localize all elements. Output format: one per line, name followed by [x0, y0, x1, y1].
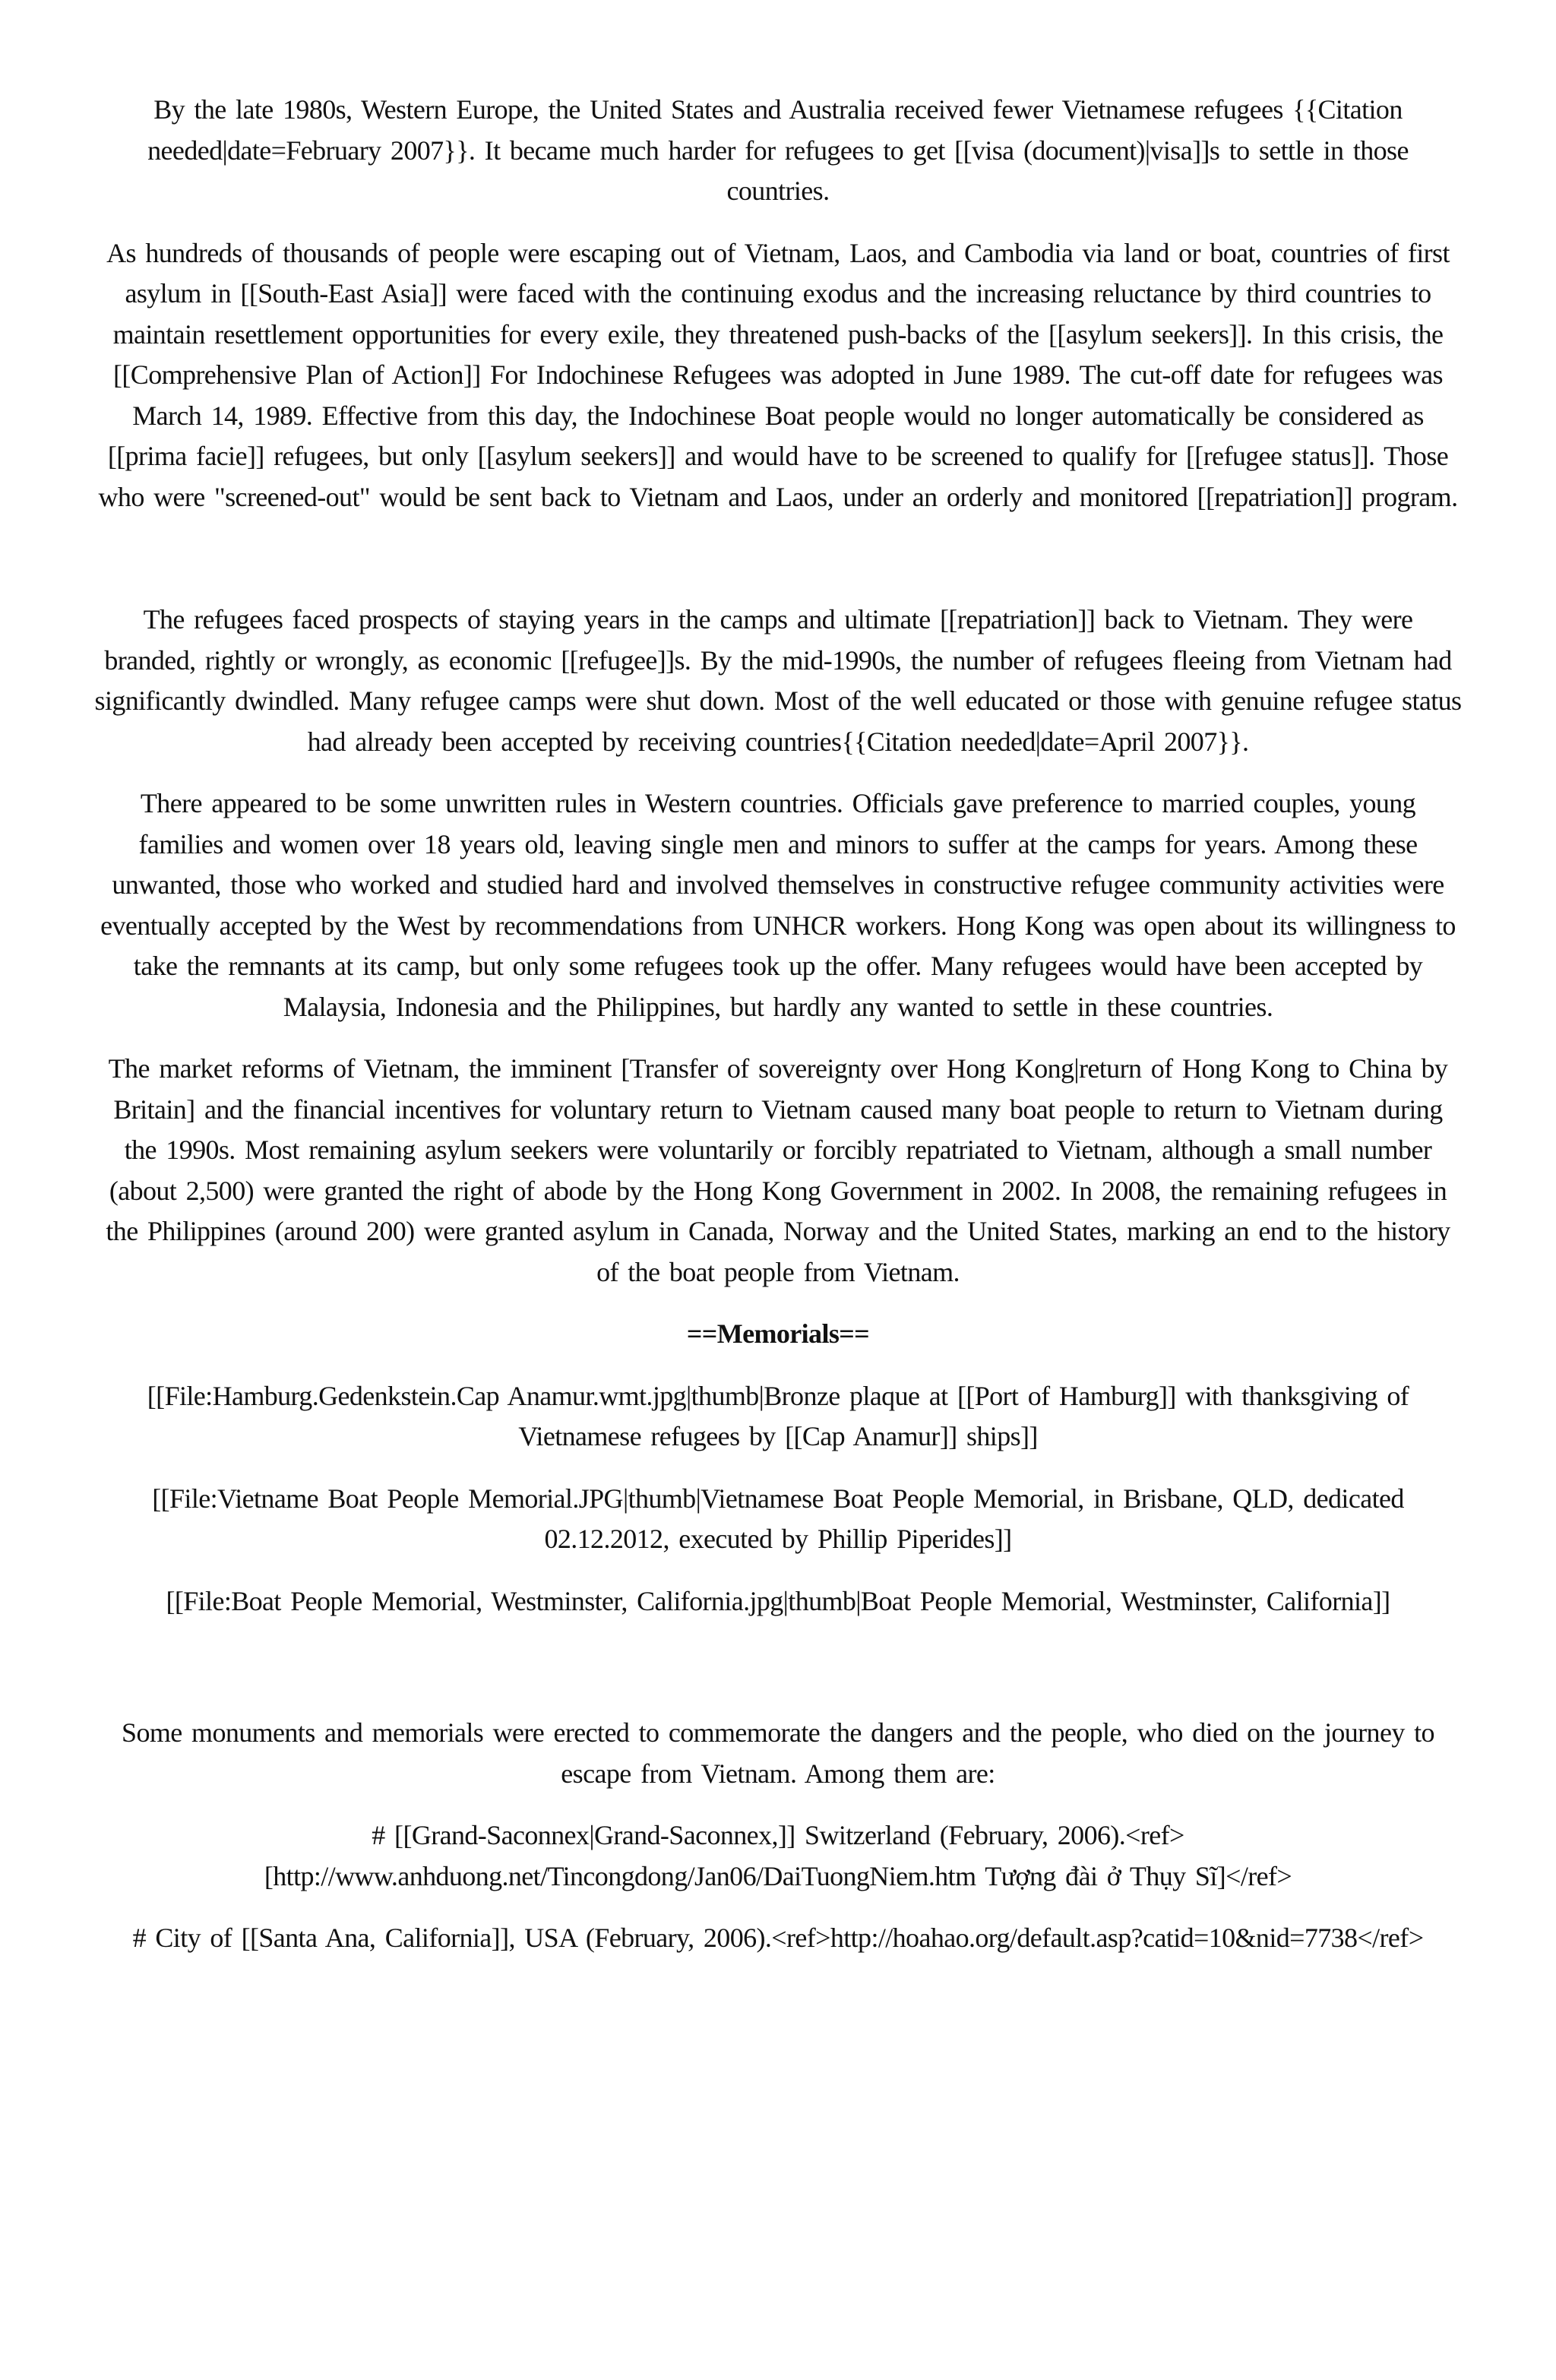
file-brisbane-memorial: [[File:Vietname Boat People Memorial.JPG|thumb|Vietnamese Boat People Memorial, in Brisbane, QLD, dedicated 02.12.2012, executed by Phillip Piperides]]	[152, 1483, 1404, 1554]
list-item-santa-ana: # City of [[Santa Ana, California]], USA (February, 2006).<ref>http://hoahao.org/default.asp?catid=10&nid=7738</ref>	[132, 1923, 1424, 1953]
file-hamburg-plaque: [[File:Hamburg.Gedenkstein.Cap Anamur.wmt.jpg|thumb|Bronze plaque at [[Port of Hamburg]] with thanksgiving of Vietnamese refugees by [[Cap Anamur]] ships]]	[147, 1380, 1409, 1451]
memorials-heading: ==Memorials==	[686, 1318, 870, 1349]
paragraph-market-reforms: The market reforms of Vietnam, the imminent [Transfer of sovereignty over Hong Kong|return of Hong Kong to China by Britain] and the financial incentives for voluntary return to Vietnam caused many boat people to return to Vietnam during the 1990s. Most remaining asylum seekers were voluntarily or forcibly repatriated to Vietnam, although a small number (about 2,500) were granted the right of abode by the Hong Kong Government in 2002. In 2008, the remaining refugees in the Philippines (around 200) were granted asylum in Canada, Norway and the United States, marking an end to the history of the boat people from Vietnam.	[106, 1053, 1450, 1287]
paragraph-late-1980s: By the late 1980s, Western Europe, the United States and Australia received fewer Vietnamese refugees {{Citation needed|date=February 2007}}. It became much harder for refugees to get [[visa (document)|visa]]s to settle in those countries.	[147, 94, 1409, 206]
paragraph-camps-repatriation: The refugees faced prospects of staying years in the camps and ultimate [[repatriation]] back to Vietnam. They were branded, rightly or wrongly, as economic [[refugee]]s. By the mid-1990s, the number of refugees fleeing from Vietnam had significantly dwindled. Many refugee camps were shut down. Most of the well educated or those with genuine refugee status had already been accepted by receiving countries{{Citation needed|date=April 2007}}.	[94, 604, 1462, 757]
paragraph-monuments-intro: Some monuments and memorials were erected to commemorate the dangers and the people, who died on the journey to escape from Vietnam. Among them are:	[122, 1717, 1434, 1789]
list-item-grand-saconnex: # [[Grand-Saconnex|Grand-Saconnex,]] Switzerland (February, 2006).<ref>[http://www.anhduong.net/Tincongdong/Jan06/DaiTuongNiem.htm Tượng đài ở Thụy Sĩ]</ref>	[264, 1820, 1292, 1891]
file-westminster-memorial: [[File:Boat People Memorial, Westminster, California.jpg|thumb|Boat People Memorial, Westminster, California]]	[166, 1585, 1390, 1616]
paragraph-comprehensive-plan: As hundreds of thousands of people were escaping out of Vietnam, Laos, and Cambodia via land or boat, countries of first asylum in [[South-East Asia]] were faced with the continuing exodus and the increasing reluctance by third countries to maintain resettlement opportunities for every exile, they threatened push-backs of the [[asylum seekers]]. In this crisis, the [[Comprehensive Plan of Action]] For Indochinese Refugees was adopted in June 1989. The cut-off date for refugees was March 14, 1989. Effective from this day, the Indochinese Boat people would no longer automatically be considered as [[prima facie]] refugees, but only [[asylum seekers]] and would have to be screened to qualify for [[refugee status]]. Those who were "screened-out" would be sent back to Vietnam and Laos, under an orderly and monitored [[repatriation]] program.	[98, 237, 1458, 512]
paragraph-unwritten-rules: There appeared to be some unwritten rules in Western countries. Officials gave preference to married couples, young families and women over 18 years old, leaving single men and minors to suffer at the camps for years. Among these unwanted, those who worked and studied hard and involved themselves in constructive refugee community activities were eventually accepted by the West by recommendations from UNHCR workers. Hong Kong was open about its willingness to take the remnants at its camp, but only some refugees took up the offer. Many refugees would have been accepted by Malaysia, Indonesia and the Philippines, but hardly any wanted to settle in these countries.	[100, 788, 1456, 1022]
